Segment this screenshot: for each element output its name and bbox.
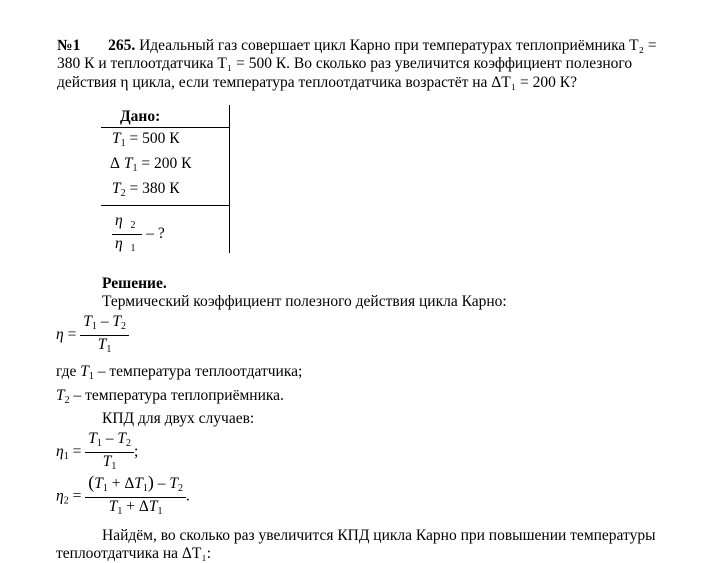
where-t2-text: – температура теплоприёмника. <box>73 387 284 404</box>
given-question-mark: – ? <box>146 225 165 243</box>
given-t1-value: = 500 К <box>129 130 180 147</box>
given-dt1: Δ $T_1 = 200$ К <box>110 155 192 174</box>
given-vertical-rule <box>229 105 230 253</box>
kpd-two-cases: КПД для двух случаев: <box>102 410 255 427</box>
given-dt1-value: = 200 К <box>141 155 192 172</box>
problem-line-2: 380 К и теплоотдатчика T₁ = 500 К. Во сколько раз увеличится коэффициент полезного <box>57 55 633 72</box>
problem-line-1: Идеальный газ совершает цикл Карно при температурах теплоприёмника T₂ = <box>139 37 657 54</box>
problem-statement <box>57 37 657 55</box>
solution-intro: Термический коэффициент полезного действия цикла Карно: <box>102 293 507 310</box>
eta2-end: . <box>186 487 190 505</box>
given-title: Дано: <box>120 108 161 125</box>
given-question <box>112 212 165 257</box>
given-bottom-rule <box>101 205 229 206</box>
where-t1-text: – температура теплоотдатчика; <box>97 363 303 380</box>
given-t1: $T_1 = 500$ К <box>112 130 180 149</box>
problem-number: 265. <box>108 37 136 54</box>
find-line-2: теплоотдатчика на ΔT₁: <box>56 545 212 562</box>
where-t2: $T_2$ – температура теплоприёмника. <box>56 387 284 406</box>
problem-line-3: действия η цикла, если температура теплоотдатчика возрастёт на ΔT₁ = 200 К? <box>57 74 577 91</box>
find-line-1: Найдём, во сколько раз увеличится КПД цикла Карно при повышении температуры <box>102 527 656 544</box>
solution-title: Решение. <box>102 275 167 292</box>
eta-formula: η = $\frac{T_1 - T_2}{T_1}$ <box>56 313 129 358</box>
given-t2-value: = 380 К <box>129 180 180 197</box>
where-prefix: где <box>56 363 77 380</box>
eta2-formula: $\eta_2$ = $\frac{(T_1 + \Delta T_1) - T_2}{T_1 + \Delta T_1}$ . <box>56 472 190 517</box>
where-t1: где $T_1$ – температура теплоотдатчика; <box>56 363 303 382</box>
eta1-formula: $\eta_1$ = $\frac{T_1 - T_2}{T_1}$ ; <box>56 430 139 472</box>
given-t2: $T_2 = 380$ К <box>112 180 180 199</box>
eta-ratio-fraction: $\frac{\eta _2}{\eta _1}$ <box>112 212 142 257</box>
eta1-end: ; <box>133 443 139 461</box>
problem-label: №1 <box>57 37 81 54</box>
given-top-rule <box>101 127 229 128</box>
